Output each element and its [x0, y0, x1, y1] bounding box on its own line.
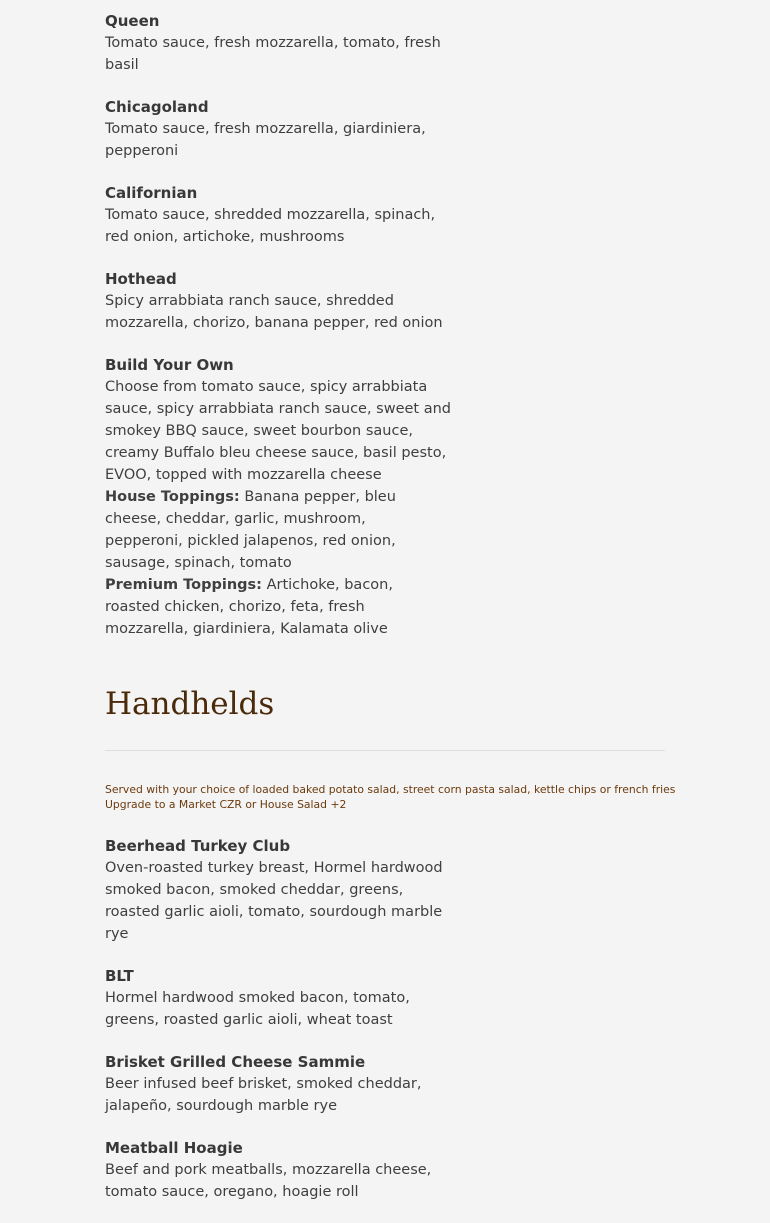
menu-content [105, 0, 676, 1223]
house-toppings-list: Banana pepper, bleu cheese, cheddar, garlic, mushroom, pepperoni, pickled jalapenos, red onion, sausage, spinach, tomato [105, 489, 396, 571]
item-description: Beef and pork meatballs, mozzarella cheese, tomato sauce, oregano, hoagie roll [105, 1162, 432, 1200]
item-name: Brisket Grilled Cheese Sammie [105, 1053, 366, 1071]
menu-item-californian [105, 182, 461, 248]
item-description: Tomato sauce, fresh mozzarella, tomato, fresh basil [105, 35, 441, 73]
menu-item-meatball-hoagie [105, 1137, 461, 1203]
section-note-sides: Served with your choice of loaded baked potato salad, street corn pasta salad, kettle chips or french fries [105, 783, 676, 796]
premium-toppings-label: Premium Toppings: [105, 577, 262, 593]
house-toppings-label: House Toppings: [105, 489, 240, 505]
item-name: BLT [105, 967, 134, 985]
item-description: Tomato sauce, shredded mozzarella, spinach, red onion, artichoke, mushrooms [105, 207, 436, 245]
item-description: Beer infused beef brisket, smoked cheddar, jalapeño, sourdough marble rye [105, 1076, 422, 1114]
item-name: Beerhead Turkey Club [105, 837, 291, 855]
item-name: Meatball Hoagie [105, 1139, 243, 1157]
menu-item-hothead [105, 268, 461, 334]
menu-item-brisket-grilled-cheese-sammie [105, 1051, 461, 1117]
item-description: Oven-roasted turkey breast, Hormel hardwood smoked bacon, smoked cheddar, greens, roasted garlic aioli, tomato, sourdough marble rye [105, 860, 443, 942]
section-title: Handhelds [105, 686, 275, 722]
section-divider [105, 750, 665, 751]
item-description: Hormel hardwood smoked bacon, tomato, greens, roasted garlic aioli, wheat toast [105, 990, 410, 1028]
menu-item-build-your-own [105, 354, 461, 640]
menu-item-queen [105, 10, 461, 76]
premium-toppings [105, 574, 410, 640]
premium-toppings-list: Artichoke, bacon, roasted chicken, chorizo, feta, fresh mozzarella, giardiniera, Kalamata olive [105, 577, 393, 637]
item-description: Choose from tomato sauce, spicy arrabbiata sauce, spicy arrabbiata ranch sauce, sweet and smokey BBQ sauce, sweet bourbon sauce, creamy Buffalo bleu cheese sauce, basil pesto, EVOO, topped with mozzarella cheese [105, 379, 452, 483]
item-name: Californian [105, 184, 198, 202]
item-description: Tomato sauce, fresh mozzarella, giardiniera, pepperoni [105, 121, 426, 159]
menu-item-blt [105, 965, 461, 1031]
section-note-upgrade: Upgrade to a Market CZR or House Salad +2 [105, 798, 347, 811]
handhelds-section [105, 684, 676, 1203]
menu-item-beerhead-turkey-club [105, 835, 461, 945]
item-name: Build Your Own [105, 356, 234, 374]
item-name: Queen [105, 12, 160, 30]
item-name: Chicagoland [105, 98, 209, 116]
item-description: Spicy arrabbiata ranch sauce, shredded mozzarella, chorizo, banana pepper, red onion [105, 293, 443, 331]
menu-item-chicagoland [105, 96, 461, 162]
house-toppings [105, 486, 410, 574]
item-name: Hothead [105, 270, 177, 288]
section-note [105, 782, 676, 812]
